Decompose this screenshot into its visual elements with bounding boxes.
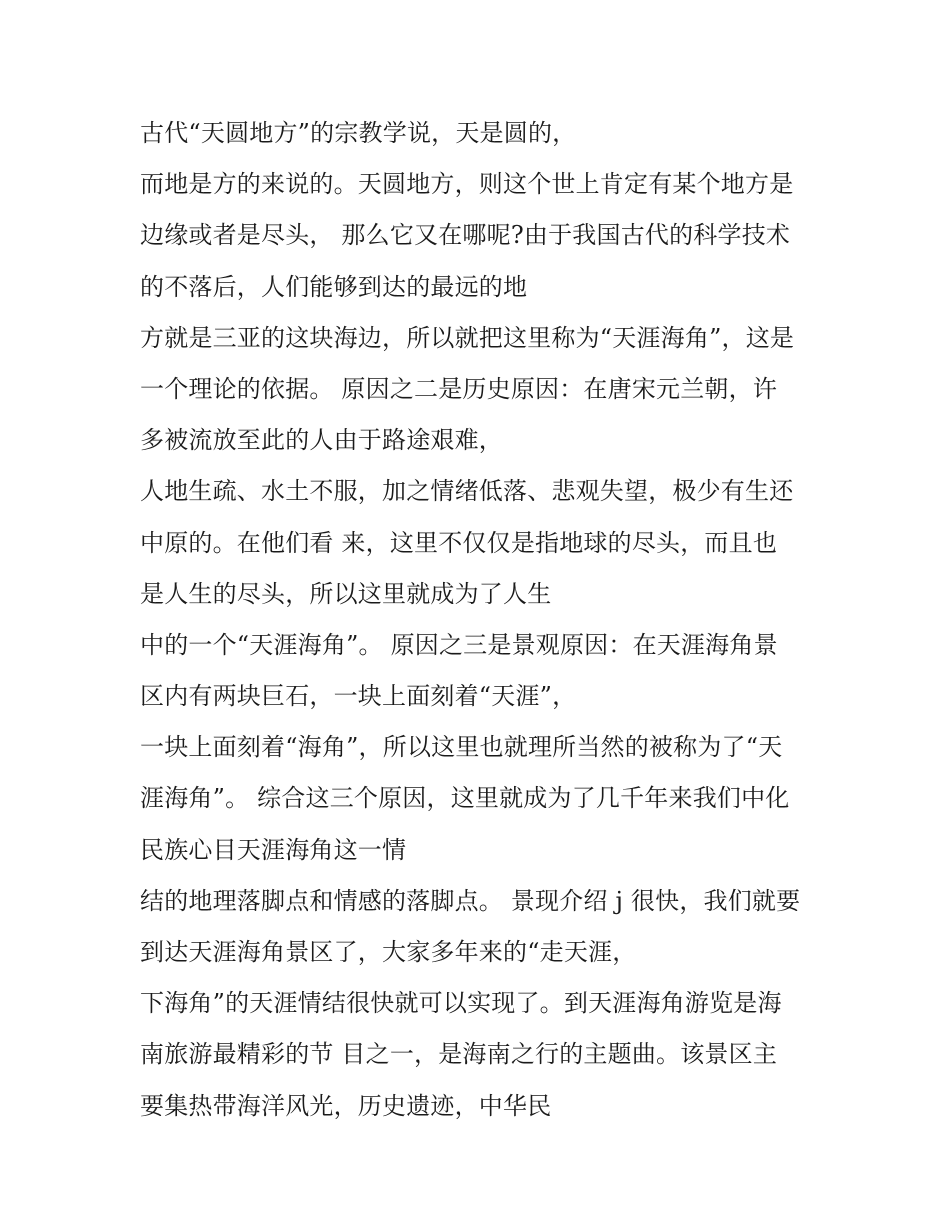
- text-line: 而地是方的来说的。天圆地方，则这个世上肯定有某个地方是: [140, 170, 794, 199]
- text-line: 一个理论的依据。 原因之二是历史原因：在唐宋元兰朝，许: [140, 374, 778, 403]
- text-line: 古代“天圆地方”的宗教学说，天是圆的，: [140, 119, 577, 147]
- text-line: 人地生疏、水土不服，加之情绪低落、悲观失望，极少有生还: [140, 477, 794, 506]
- text-line: 下海角”的天涯情结很快就可以实现了。到天涯海角游览是海: [140, 989, 782, 1018]
- text-line: 是人生的尽头，所以这里就成为了人生: [140, 579, 552, 608]
- text-line: 方就是三亚的这块海边，所以就把这里称为“天涯海角”，这是: [140, 323, 795, 352]
- text-line: 一块上面刻着“海角”，所以这里也就理所当然的被称为了“天: [140, 733, 783, 762]
- document-text-body: [140, 108, 830, 1132]
- text-line: 中的一个“天涯海角”。 原因之三是景观原因：在天涯海角景: [140, 630, 778, 659]
- text-line: 中原的。在他们看 来，这里不仅仅是指地球的尽头，而且也: [140, 528, 778, 557]
- text-line: 到达天涯海角景区了，大家多年来的“走天涯，: [140, 938, 637, 966]
- text-line: 区内有两块巨石，一块上面刻着“天涯”，: [140, 682, 577, 711]
- text-line: 民族心目天涯海角这一情: [140, 835, 407, 864]
- text-line: 南旅游最精彩的节 目之一，是海南之行的主题曲。该景区主: [140, 1040, 778, 1069]
- text-line: 结的地理落脚点和情感的落脚点。 景现介绍 j 很快，我们就要: [140, 886, 801, 915]
- text-line: 涯海角”。 综合这三个原因，这里就成为了几千年来我们中化: [140, 784, 790, 813]
- text-line: 多被流放至此的人由于路途艰难，: [140, 426, 503, 455]
- text-line: 边缘或者是尽头， 那么它又在哪呢?由于我国古代的科学技术: [140, 221, 791, 250]
- text-line: 要集热带海洋风光，历史遗迹，中华民: [140, 1091, 552, 1120]
- text-line: 的不落后，人们能够到达的最远的地: [140, 272, 528, 301]
